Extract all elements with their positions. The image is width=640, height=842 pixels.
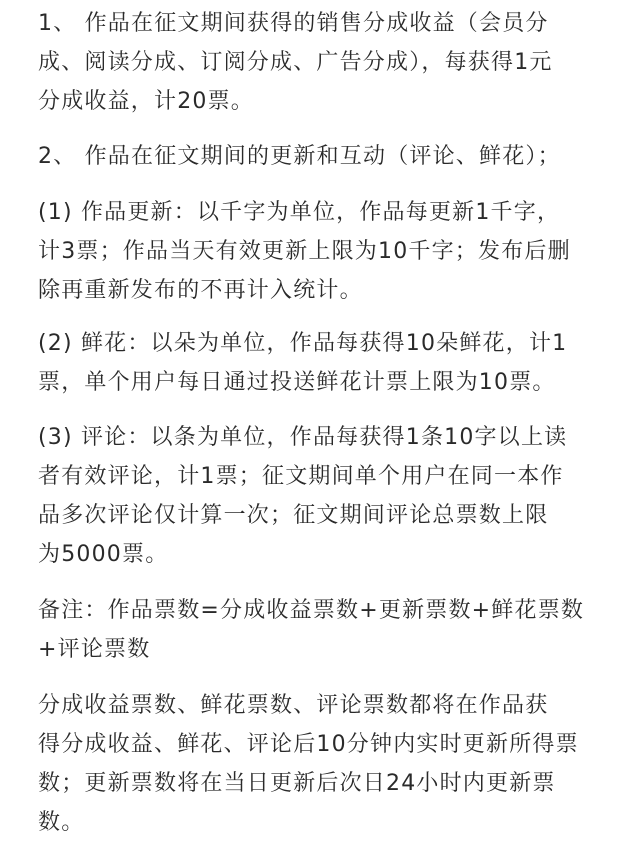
paragraph-comments — [38, 418, 600, 574]
text-line: 成、阅读分成、订阅分成、广告分成），每获得1元 — [38, 50, 553, 75]
text-line: 分成收益，计20票。 — [38, 89, 254, 114]
text-line: 计3票；作品当天有效更新上限为10千字；发布后删 — [38, 239, 571, 264]
text-line: 2、 作品在征文期间的更新和互动（评论、鲜花）； — [38, 144, 561, 169]
text-line: 票，单个用户每日通过投送鲜花计票上限为10票。 — [38, 370, 556, 395]
text-line: 为5000票。 — [38, 542, 169, 567]
text-line: 分成收益票数、鲜花票数、评论票数都将在作品获 — [38, 693, 549, 718]
paragraph-updates-interaction — [38, 137, 600, 176]
paragraph-note — [38, 591, 600, 669]
text-line: 数；更新票数将在当日更新后次日24小时内更新票 — [38, 771, 556, 796]
paragraph-update-timing — [38, 686, 600, 842]
paragraph-flowers — [38, 324, 600, 402]
text-line: 得分成收益、鲜花、评论后10分钟内实时更新所得票 — [38, 732, 579, 757]
text-line: +评论票数 — [38, 637, 151, 662]
text-line: 者有效评论，计1票；征文期间单个用户在同一本作 — [38, 464, 564, 489]
text-line: 品多次评论仅计算一次；征文期间评论总票数上限 — [38, 503, 549, 528]
text-line: (2) 鲜花：以朵为单位，作品每获得10朵鲜花，计1 — [38, 331, 568, 356]
paragraph-sales-revenue — [38, 4, 600, 121]
text-line: 1、 作品在征文期间获得的销售分成收益（会员分 — [38, 11, 549, 36]
text-line: 备注：作品票数=分成收益票数+更新票数+鲜花票数 — [38, 598, 585, 623]
paragraph-work-updates — [38, 193, 600, 310]
text-line: 数。 — [38, 810, 85, 835]
text-line: (3) 评论：以条为单位，作品每获得1条10字以上读 — [38, 425, 568, 450]
text-line: (1) 作品更新：以千字为单位，作品每更新1千字， — [38, 200, 561, 225]
text-line: 除再重新发布的不再计入统计。 — [38, 278, 363, 303]
